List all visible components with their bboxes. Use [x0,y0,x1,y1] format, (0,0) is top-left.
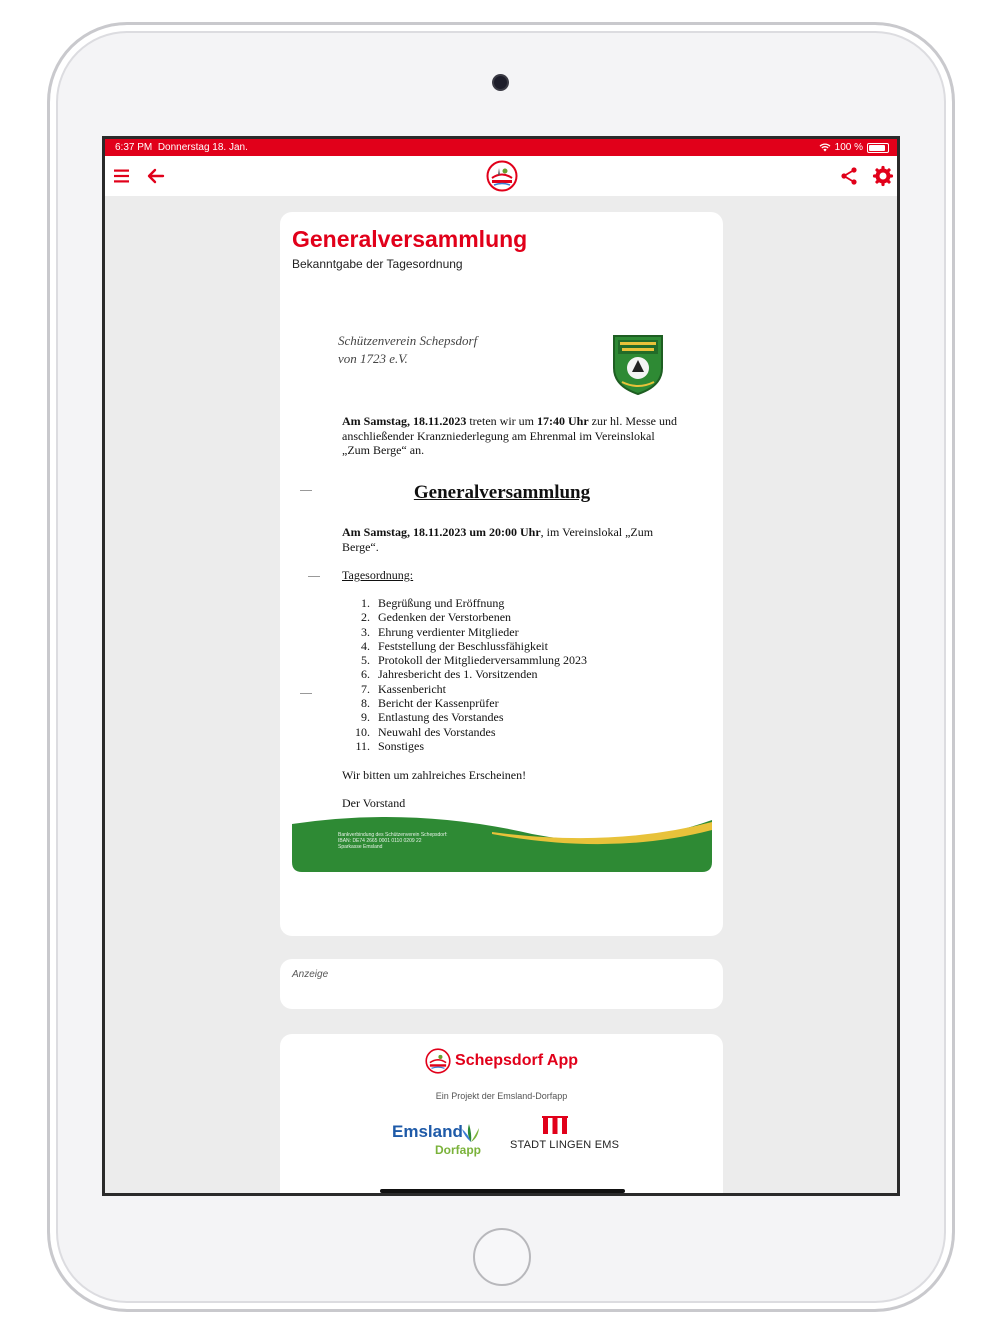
project-note: Ein Projekt der Emsland-Dorfapp [435,1091,568,1101]
meeting-date: Am Samstag, 18.11.2023 um 20:00 Uhr, im Vereinslokal „Zum Berge“. [342,525,654,554]
agenda-item: 3. Ehrung verdienter Mitglieder [361,624,519,639]
intro-paragraph: Am Samstag, 18.11.2023 treten wir um 17:40 Uhr zur hl. Messe und anschließender Kranzniederlegung am Ehrenmal im Vereinslokal „Zum Berge“ an. [342,414,677,457]
agenda-item: 4. Feststellung der Beschlussfähigkeit [361,638,548,653]
lingen-logo[interactable]: STADT LINGEN EMS [510,1139,620,1151]
emsland-logo[interactable]: Emsland [392,1122,463,1141]
app-logo-icon [425,1048,451,1074]
front-camera [494,76,507,89]
agenda-item: 7. Kassenbericht [361,681,446,696]
verein-shield-logo [612,332,664,396]
closing-line: Wir bitten um zahlreiches Erscheinen! [342,768,527,782]
arrow-left-icon[interactable] [144,164,168,188]
signature: Der Vorstand [342,796,406,810]
leaf-icon [460,1122,482,1144]
app-logo-icon[interactable] [486,160,518,192]
invitation-document[interactable] [292,312,712,872]
agenda-title: Tagesordnung: [342,568,414,582]
margin-dash [308,576,320,577]
app-name: Schepsdorf App [455,1052,578,1069]
document-heading: Generalversammlung [413,482,591,503]
article-title: Generalversammlung [292,226,528,252]
battery-icon [867,143,889,153]
status-time: 6:37 PM Donnerstag 18. Jan. [115,142,248,153]
agenda-list [342,596,587,753]
agenda-item: 8. Bericht der Kassenprüfer [361,696,499,711]
screen [102,136,900,1196]
share-icon[interactable] [837,164,861,188]
status-bar [105,139,897,156]
content-area[interactable] [105,196,897,1196]
agenda-item: 2. Gedenken der Verstorbenen [361,610,512,625]
agenda-item: 9. Entlastung des Vorstandes [361,710,504,725]
agenda-item: 6. Jahresbericht des 1. Vorsitzenden [361,667,538,682]
wifi-icon [819,143,831,152]
castle-icon [542,1114,568,1136]
battery-percent: 100 % [834,142,863,153]
nav-bar [105,156,897,196]
hamburger-icon[interactable] [111,164,135,188]
ad-label: Anzeige [292,969,329,980]
verein-name: Schützenverein Schepsdorf von 1723 e.V. [338,333,478,366]
article-subtitle: Bekanntgabe der Tagesordnung [292,257,463,271]
article-card [280,212,723,936]
gear-icon[interactable] [871,164,895,188]
agenda-item: 10. Neuwahl des Vorstandes [355,724,496,739]
app-brand[interactable] [280,1048,723,1074]
dorfapp-logo: Dorfapp [435,1143,481,1157]
agenda-item: 11. Sonstiges [355,738,425,753]
home-button[interactable] [473,1228,531,1286]
bank-details: Bankverbindung des Schützenverein Schepsdorf: IBAN: DE74 2665 0001 0110 0209 22 Sparkasse Emsland [338,832,448,850]
footer-card [280,1034,723,1196]
agenda-item: 1. Begrüßung und Eröffnung [361,596,505,610]
margin-dash [300,693,312,694]
agenda-item: 5. Protokoll der Mitgliederversammlung 2023 [361,653,587,668]
ad-card[interactable] [280,959,723,1009]
home-indicator[interactable] [380,1189,625,1193]
status-right [819,139,889,156]
